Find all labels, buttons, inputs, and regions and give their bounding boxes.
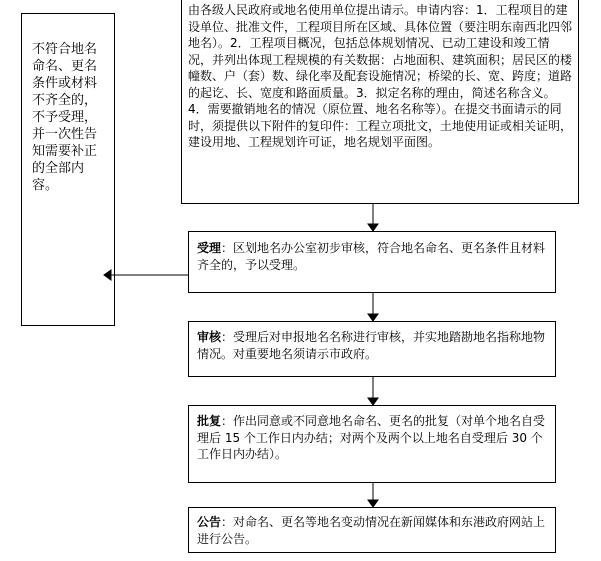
rejection-notice-text: 不符合地名命名、更名条件或材料不齐全的，不予受理，并一次性告知需要补正的全部内容。 [32,42,98,193]
arrowhead-icon [368,398,378,405]
publish-step-text: ：对命名、更名等地名变动情况在新闻媒体和东港政府网站上进行公告。 [197,515,546,546]
arrowhead-icon [368,314,378,321]
review-step-label: 审核 [197,330,222,344]
approve-step-text: ：作出同意或不同意地名命名、更名的批复（对单个地名自受理后 15 个工作日内办结；对两个及两个以上地名自受理后 30 个工作日内办结）。 [197,414,546,461]
accept-step-text: ：区划地名办公室初步审核，符合地名命名、更名条件且材料齐全的，予以受理。 [197,241,546,272]
publish-step-label: 公告 [197,515,222,529]
approve-step-label: 批复 [197,414,222,428]
review-step-text: ：受理后对申报地名名称进行审核，并实地踏勘地名指称地物情况。对重要地名须请示市政府。 [197,330,546,361]
arrowhead-icon [368,500,378,507]
arrowhead-icon [104,270,111,280]
arrowhead-icon [368,224,378,231]
accept-step-label: 受理 [197,241,222,255]
apply-step-text: 由各级人民政府或地名使用单位提出请示。申请内容：1．工程项目的建设单位、批准文件，工程项目所在区域、具体位置（要注明东南西北四邻地名）。2．工程项目概况，包括总体规划情况、已动工建设和竣工情况，并列出体现工程规模的有关数据：占地面积、建筑面积；居民区的楼幢数、户（套）数、绿化率及配套设施情况；桥梁的长、宽、跨度；道路的起讫、长、宽度和路面质量。3．拟定名称的理由，简述名称含义。4．需要撤销地名的情况（原位置、地名名称等）。在提交书面请示的同时，须提供以下附件的复印件：工程立项批文，土地使用证或相关证明，建设用地、工程规划许可证，地名规划平面图。 [188,3,573,149]
